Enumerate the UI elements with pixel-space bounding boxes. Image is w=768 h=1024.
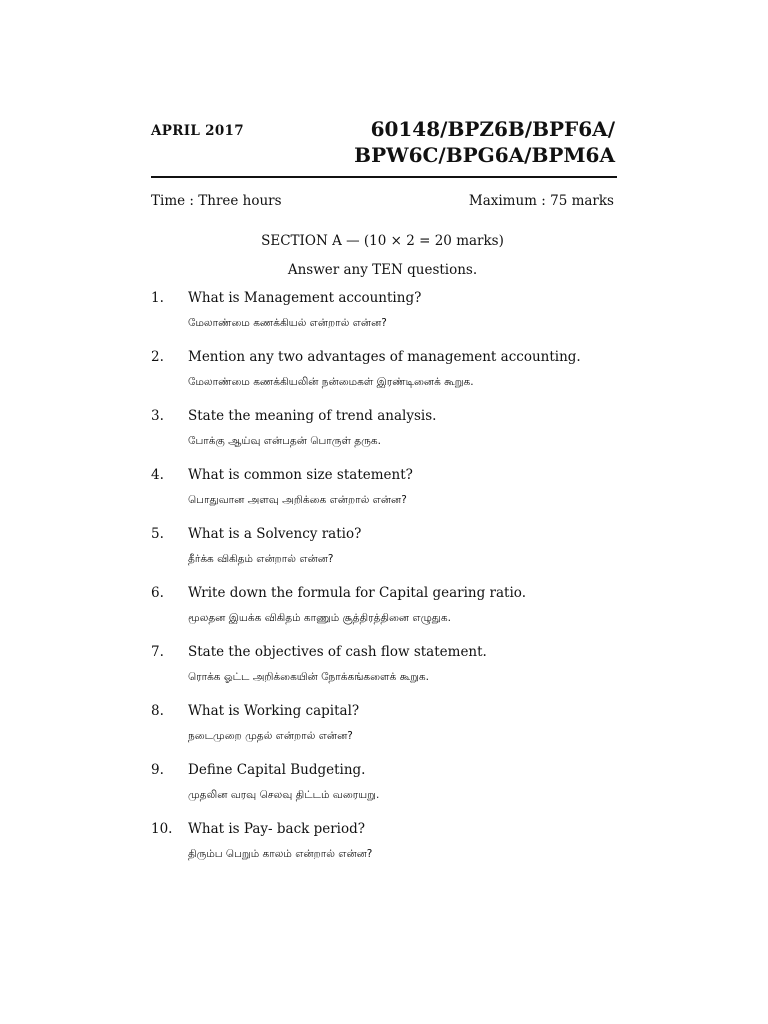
paper-code-line-2: BPW6C/BPG6A/BPM6A [354,143,615,167]
question-text-english: What is Management accounting? [188,290,422,306]
question-text-tamil: மூலதன இயக்க விகிதம் காணும் சூத்திரத்தினை எழுதுக. [188,612,451,624]
question-text-english: Write down the formula for Capital gearing ratio. [188,585,526,601]
question-number: 2. [151,349,164,365]
paper-code-line-1: 60148/BPZ6B/BPF6A/ [370,117,615,141]
question-item [151,585,621,644]
section-title: SECTION A — (10 × 2 = 20 marks) [261,233,504,249]
question-text-tamil: திரும்ப பெறும் காலம் என்றால் என்ன? [188,848,373,860]
question-text-english: What is a Solvency ratio? [188,526,362,542]
question-item [151,408,621,467]
question-item [151,526,621,585]
question-text-english: Mention any two advantages of management accounting. [188,349,581,365]
question-text-tamil: பொதுவான அளவு அறிக்கை என்றால் என்ன? [188,494,407,506]
question-text-english: State the objectives of cash flow statement. [188,644,487,660]
question-number: 9. [151,762,164,778]
question-text-english: What is Pay- back period? [188,821,366,837]
exam-date: APRIL 2017 [151,123,244,139]
question-text-english: What is common size statement? [188,467,413,483]
paper-code [354,116,615,168]
question-list [151,290,621,880]
question-text-tamil: மேலாண்மை கணக்கியலின் நன்மைகள் இரண்டினைக் கூறுக. [188,376,474,388]
question-item [151,467,621,526]
question-item [151,349,621,408]
question-item [151,821,621,880]
section-instruction: Answer any TEN questions. [287,262,478,278]
question-number: 5. [151,526,164,542]
question-text-english: What is Working capital? [188,703,360,719]
question-text-tamil: ரொக்க ஓட்ட அறிக்கையின் நோக்கங்களைக் கூறுக. [188,671,429,683]
header-divider [151,176,617,178]
question-text-english: State the meaning of trend analysis. [188,408,437,424]
maximum-marks: Maximum : 75 marks [468,193,614,209]
question-item [151,703,621,762]
question-number: 1. [151,290,164,306]
question-text-tamil: நடைமுறை முதல் என்றால் என்ன? [188,730,353,742]
question-item [151,644,621,703]
question-number: 6. [151,585,164,601]
question-number: 10. [151,821,173,837]
question-number: 7. [151,644,164,660]
question-text-english: Define Capital Budgeting. [188,762,366,778]
question-item [151,290,621,349]
question-text-tamil: போக்கு ஆய்வு என்பதன் பொருள் தருக. [188,435,381,447]
question-number: 3. [151,408,164,424]
time-allowed: Time : Three hours [151,193,282,209]
question-number: 4. [151,467,164,483]
question-text-tamil: முதலின வரவு செலவு திட்டம் வரையறு. [188,789,380,801]
question-text-tamil: மேலாண்மை கணக்கியல் என்றால் என்ன? [188,317,387,329]
question-number: 8. [151,703,164,719]
question-text-tamil: தீர்க்க விகிதம் என்றால் என்ன? [188,553,334,565]
question-item [151,762,621,821]
